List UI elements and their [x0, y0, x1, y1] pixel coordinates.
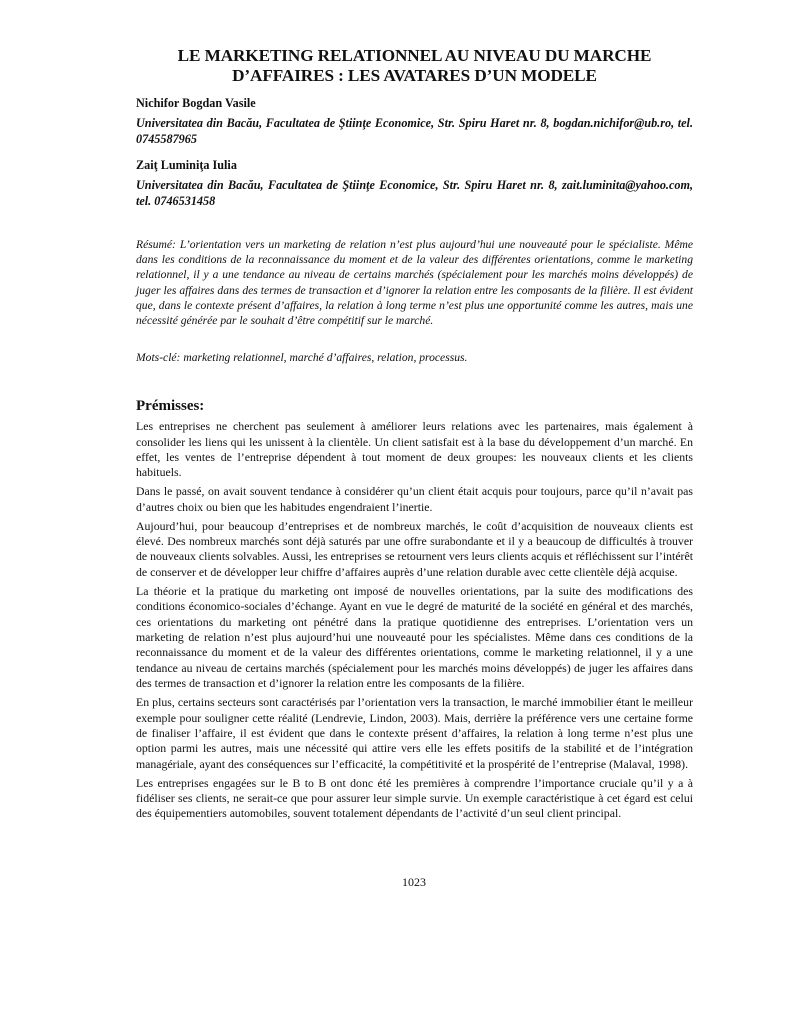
author-name-2: Zaiţ Luminiţa Iulia — [136, 158, 237, 172]
author-name-1: Nichifor Bogdan Vasile — [136, 96, 256, 110]
body-paragraph-6: Les entreprises engagées sur le B to B ont donc été les premières à comprendre l’importance cruciale qu’il y a à fidéliser ses clients, ne serait-ce que pour assurer leur simple survie. Un exemple caractéristique à cet égard est celui des équipementiers automobiles, souvent totalement dépendants de l’activité d’un seul client principal. — [136, 775, 693, 821]
page-number: 1023 — [402, 875, 426, 889]
paper-title: LE MARKETING RELATIONNEL AU NIVEAU DU MARCHE D’AFFAIRES : LES AVATARES D’UN MODELE — [177, 46, 652, 85]
keywords: Mots-clé: marketing relationnel, marché d’affaires, relation, processus. — [136, 351, 468, 365]
body-paragraph-4: La théorie et la pratique du marketing ont imposé de nouvelles orientations, par la suite des modifications des conditions économico-sociales d’échange. Ayant en vue le degré de maturité de la société en général et des marchés, ces orientations du marketing ont pénétré dans la pratique quotidienne des entreprises. L’orientation vers un marketing de relation n’est plus aujourd’hui une nouveauté pour les spécialistes. Même dans ces conditions de la reconnaissance du moment et de la valeur des différentes orientations, comme le marketing relationnel, il y a une tendance au niveau de certains marchés (spécialement pour les marchés moins développés) de juger les affaires dans des termes de transaction et d’ignorer la relation entre les composants de la filière. — [136, 583, 693, 691]
body-paragraph-5: En plus, certains secteurs sont caractérisés par l’orientation vers la transaction, le marché immobilier étant le meilleur exemple pour souligner cette réalité (Lendrevie, Lindon, 2003). Mais, derrière la préférence vers une certaine forme de finaliser l’affaire, il est évident que dans le contexte présent d’affaires, la relation à long terme n’est plus une option parmi les autres, mais une nécessité qui attire vers elle les effets positifs de la stabilité et de l’intégration managériale, ayant des conséquences sur l’efficacité, la compétitivité et la prospérité de l’entreprise (Malaval, 1998). — [136, 695, 693, 771]
body-paragraph-2: Dans le passé, on avait souvent tendance à considérer qu’un client était acquis pour toujours, parce qu’il n’avait pas d’autres choix ou bien que les habitudes engendraient l’inertie. — [136, 484, 693, 514]
section-title-premisses: Prémisses: — [136, 398, 205, 415]
author-affiliation-2: Universitatea din Bacău, Facultatea de Ştiinţe Economice, Str. Spiru Haret nr. 8, zait.luminita@yahoo.com, tel. 0746531458 — [136, 178, 693, 208]
abstract: Résumé: L’orientation vers un marketing de relation n’est plus aujourd’hui une nouveauté pour le spécialiste. Même dans les conditions de la reconnaissance du moment et de la valeur des différentes orientations, comme le marketing relationnel, il y a une tendance au niveau de certains marchés (spécialement pour les marchés moins développés) de juger les affaires dans des termes de transaction et d’ignorer la relation entre les composants de la filière. Il est évident que, dans le contexte présent d’affaires, la relation à long terme n’est plus une opportunité comme les autres, mais une nécessité générée par le souhait d’être compétitif sur le marché. — [136, 238, 693, 328]
body-paragraph-3: Aujourd’hui, pour beaucoup d’entreprises et de nombreux marchés, le coût d’acquisition de nouveaux clients est élevé. Des nombreux marchés sont déjà saturés par une offre surabondante et il y a beaucoup de difficultés à trouver de nouveaux clients solvables. Aussi, les entreprises se retournent vers leurs clients acquis et réfléchissent sur l’intérêt de conserver et de développer leur chiffre d’affaires auprès d’une relation durable avec cette clientèle déjà acquise. — [136, 518, 693, 579]
paper-page — [136, 46, 693, 825]
body-paragraph-1: Les entreprises ne cherchent pas seulement à améliorer leurs relations avec les partenaires, mais également à consolider les liens qui les unissent à la clientèle. Un client satisfait est à la base du développement d’un marché. En effet, les ventes de l’entreprise dépendent à tout moment de deux groupes: les nouveaux clients et les clients habituels. — [136, 419, 693, 480]
author-affiliation-1: Universitatea din Bacău, Facultatea de Ştiinţe Economice, Str. Spiru Haret nr. 8, bogdan.nichifor@ub.ro, tel. 0745587965 — [136, 116, 693, 146]
